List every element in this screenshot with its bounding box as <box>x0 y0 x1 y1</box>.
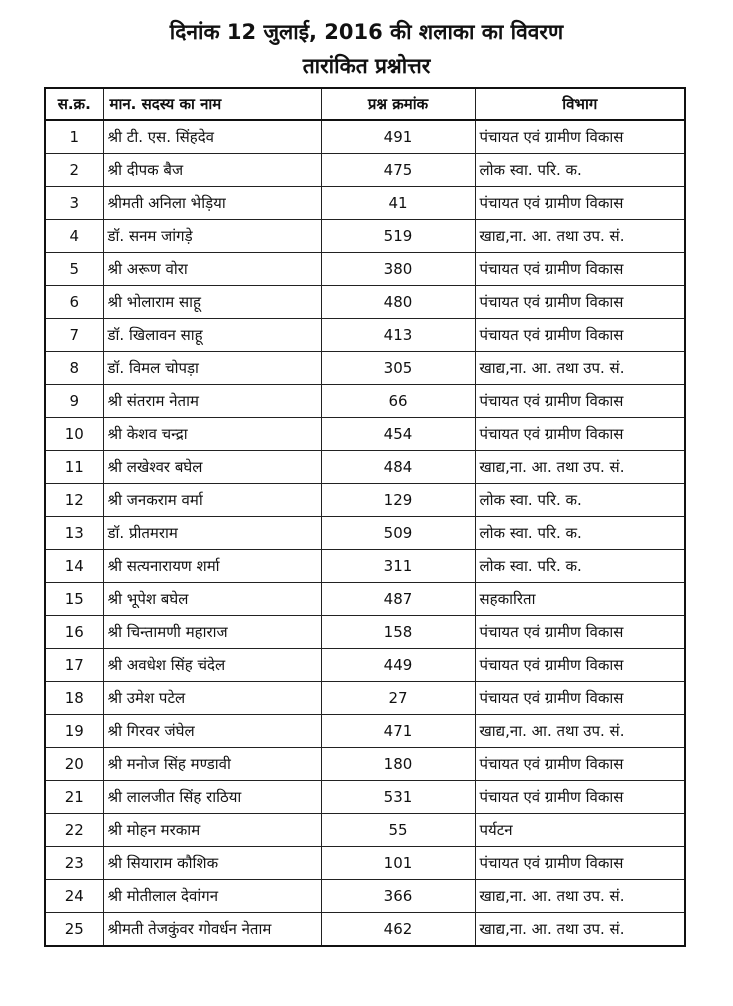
row-member-name: श्री दीपक बैज <box>103 154 321 187</box>
row-member-name: श्री भोलाराम साहू <box>103 286 321 319</box>
row-member-name: श्री लालजीत सिंह राठिया <box>103 781 321 814</box>
row-serial: 8 <box>45 352 103 385</box>
row-department: लोक स्वा. परि. क. <box>475 550 685 583</box>
row-department: पंचायत एवं ग्रामीण विकास <box>475 649 685 682</box>
row-serial: 11 <box>45 451 103 484</box>
row-serial: 1 <box>45 120 103 154</box>
row-department: लोक स्वा. परि. क. <box>475 517 685 550</box>
page-title: दिनांक 12 जुलाई, 2016 की शलाका का विवरण <box>169 20 564 44</box>
table-row <box>45 880 685 913</box>
row-member-name: श्री मोतीलाल देवांगन <box>103 880 321 913</box>
row-department: लोक स्वा. परि. क. <box>475 154 685 187</box>
table-row <box>45 913 685 947</box>
row-department: खाद्य,ना. आ. तथा उप. सं. <box>475 352 685 385</box>
table-row <box>45 154 685 187</box>
row-department: पंचायत एवं ग्रामीण विकास <box>475 847 685 880</box>
row-member-name: डॉ. सनम जांगड़े <box>103 220 321 253</box>
row-serial: 6 <box>45 286 103 319</box>
row-department: पंचायत एवं ग्रामीण विकास <box>475 385 685 418</box>
row-member-name: श्री भूपेश बघेल <box>103 583 321 616</box>
row-question-number: 305 <box>321 352 475 385</box>
row-question-number: 55 <box>321 814 475 847</box>
row-question-number: 158 <box>321 616 475 649</box>
row-serial: 7 <box>45 319 103 352</box>
table-row <box>45 120 685 154</box>
row-question-number: 180 <box>321 748 475 781</box>
row-question-number: 449 <box>321 649 475 682</box>
page-subtitle: तारांकित प्रश्नोत्तर <box>302 54 431 78</box>
row-member-name: श्री उमेश पटेल <box>103 682 321 715</box>
row-department: पंचायत एवं ग्रामीण विकास <box>475 616 685 649</box>
row-question-number: 475 <box>321 154 475 187</box>
table-row <box>45 616 685 649</box>
row-member-name: श्री सियाराम कौशिक <box>103 847 321 880</box>
row-department: सहकारिता <box>475 583 685 616</box>
table-row <box>45 649 685 682</box>
row-serial: 5 <box>45 253 103 286</box>
row-department: खाद्य,ना. आ. तथा उप. सं. <box>475 715 685 748</box>
row-department: पंचायत एवं ग्रामीण विकास <box>475 286 685 319</box>
table-row <box>45 715 685 748</box>
row-serial: 17 <box>45 649 103 682</box>
row-serial: 9 <box>45 385 103 418</box>
row-member-name: श्री जनकराम वर्मा <box>103 484 321 517</box>
row-question-number: 380 <box>321 253 475 286</box>
column-header-question: प्रश्न क्रमांक <box>321 88 475 120</box>
row-serial: 21 <box>45 781 103 814</box>
row-question-number: 491 <box>321 120 475 154</box>
row-member-name: श्री मनोज सिंह मण्डावी <box>103 748 321 781</box>
row-question-number: 531 <box>321 781 475 814</box>
table-row <box>45 550 685 583</box>
row-member-name: डॉ. प्रीतमराम <box>103 517 321 550</box>
table-row <box>45 286 685 319</box>
row-member-name: श्री केशव चन्द्रा <box>103 418 321 451</box>
row-serial: 10 <box>45 418 103 451</box>
row-serial: 12 <box>45 484 103 517</box>
row-serial: 24 <box>45 880 103 913</box>
row-member-name: श्री गिरवर जंघेल <box>103 715 321 748</box>
row-question-number: 487 <box>321 583 475 616</box>
table-row <box>45 385 685 418</box>
row-member-name: श्री टी. एस. सिंहदेव <box>103 120 321 154</box>
row-member-name: श्रीमती तेजकुंवर गोवर्धन नेताम <box>103 913 321 947</box>
table-row <box>45 187 685 220</box>
row-question-number: 366 <box>321 880 475 913</box>
row-serial: 25 <box>45 913 103 947</box>
row-serial: 18 <box>45 682 103 715</box>
column-header-serial: स.क्र. <box>45 88 103 120</box>
row-serial: 2 <box>45 154 103 187</box>
table-row <box>45 781 685 814</box>
row-question-number: 509 <box>321 517 475 550</box>
row-question-number: 462 <box>321 913 475 947</box>
row-member-name: डॉ. खिलावन साहू <box>103 319 321 352</box>
table-row <box>45 418 685 451</box>
row-member-name: श्री चिन्तामणी महाराज <box>103 616 321 649</box>
row-question-number: 413 <box>321 319 475 352</box>
table-row <box>45 517 685 550</box>
row-member-name: श्री संतराम नेताम <box>103 385 321 418</box>
row-department: पंचायत एवं ग्रामीण विकास <box>475 748 685 781</box>
row-department: पंचायत एवं ग्रामीण विकास <box>475 418 685 451</box>
table-row <box>45 814 685 847</box>
row-serial: 19 <box>45 715 103 748</box>
row-question-number: 41 <box>321 187 475 220</box>
row-question-number: 101 <box>321 847 475 880</box>
table-row <box>45 352 685 385</box>
row-serial: 22 <box>45 814 103 847</box>
row-department: खाद्य,ना. आ. तथा उप. सं. <box>475 880 685 913</box>
table-row <box>45 682 685 715</box>
row-member-name: श्री मोहन मरकाम <box>103 814 321 847</box>
row-department: लोक स्वा. परि. क. <box>475 484 685 517</box>
row-member-name: डॉ. विमल चोपड़ा <box>103 352 321 385</box>
row-department: पंचायत एवं ग्रामीण विकास <box>475 120 685 154</box>
row-serial: 15 <box>45 583 103 616</box>
row-serial: 3 <box>45 187 103 220</box>
row-question-number: 519 <box>321 220 475 253</box>
row-question-number: 454 <box>321 418 475 451</box>
table-header-row <box>45 88 685 120</box>
row-question-number: 471 <box>321 715 475 748</box>
table-row <box>45 583 685 616</box>
table-row <box>45 319 685 352</box>
row-question-number: 311 <box>321 550 475 583</box>
table-row <box>45 847 685 880</box>
column-header-name: मान. सदस्य का नाम <box>103 88 321 120</box>
row-member-name: श्री सत्यनारायण शर्मा <box>103 550 321 583</box>
table-row <box>45 451 685 484</box>
row-question-number: 66 <box>321 385 475 418</box>
table-row <box>45 220 685 253</box>
row-department: पंचायत एवं ग्रामीण विकास <box>475 319 685 352</box>
row-department: खाद्य,ना. आ. तथा उप. सं. <box>475 220 685 253</box>
questions-table <box>44 87 686 947</box>
row-member-name: श्री अरूण वोरा <box>103 253 321 286</box>
row-question-number: 480 <box>321 286 475 319</box>
row-department: पर्यटन <box>475 814 685 847</box>
table-row <box>45 253 685 286</box>
row-department: पंचायत एवं ग्रामीण विकास <box>475 682 685 715</box>
row-department: खाद्य,ना. आ. तथा उप. सं. <box>475 913 685 947</box>
row-serial: 20 <box>45 748 103 781</box>
row-member-name: श्री अवधेश सिंह चंदेल <box>103 649 321 682</box>
row-member-name: श्री लखेश्वर बघेल <box>103 451 321 484</box>
row-question-number: 129 <box>321 484 475 517</box>
table-row <box>45 748 685 781</box>
row-serial: 4 <box>45 220 103 253</box>
row-department: पंचायत एवं ग्रामीण विकास <box>475 187 685 220</box>
row-member-name: श्रीमती अनिला भेड़िया <box>103 187 321 220</box>
row-serial: 13 <box>45 517 103 550</box>
row-question-number: 27 <box>321 682 475 715</box>
column-header-department: विभाग <box>475 88 685 120</box>
row-serial: 23 <box>45 847 103 880</box>
row-serial: 14 <box>45 550 103 583</box>
row-department: पंचायत एवं ग्रामीण विकास <box>475 781 685 814</box>
row-question-number: 484 <box>321 451 475 484</box>
row-department: खाद्य,ना. आ. तथा उप. सं. <box>475 451 685 484</box>
row-department: पंचायत एवं ग्रामीण विकास <box>475 253 685 286</box>
row-serial: 16 <box>45 616 103 649</box>
table-row <box>45 484 685 517</box>
